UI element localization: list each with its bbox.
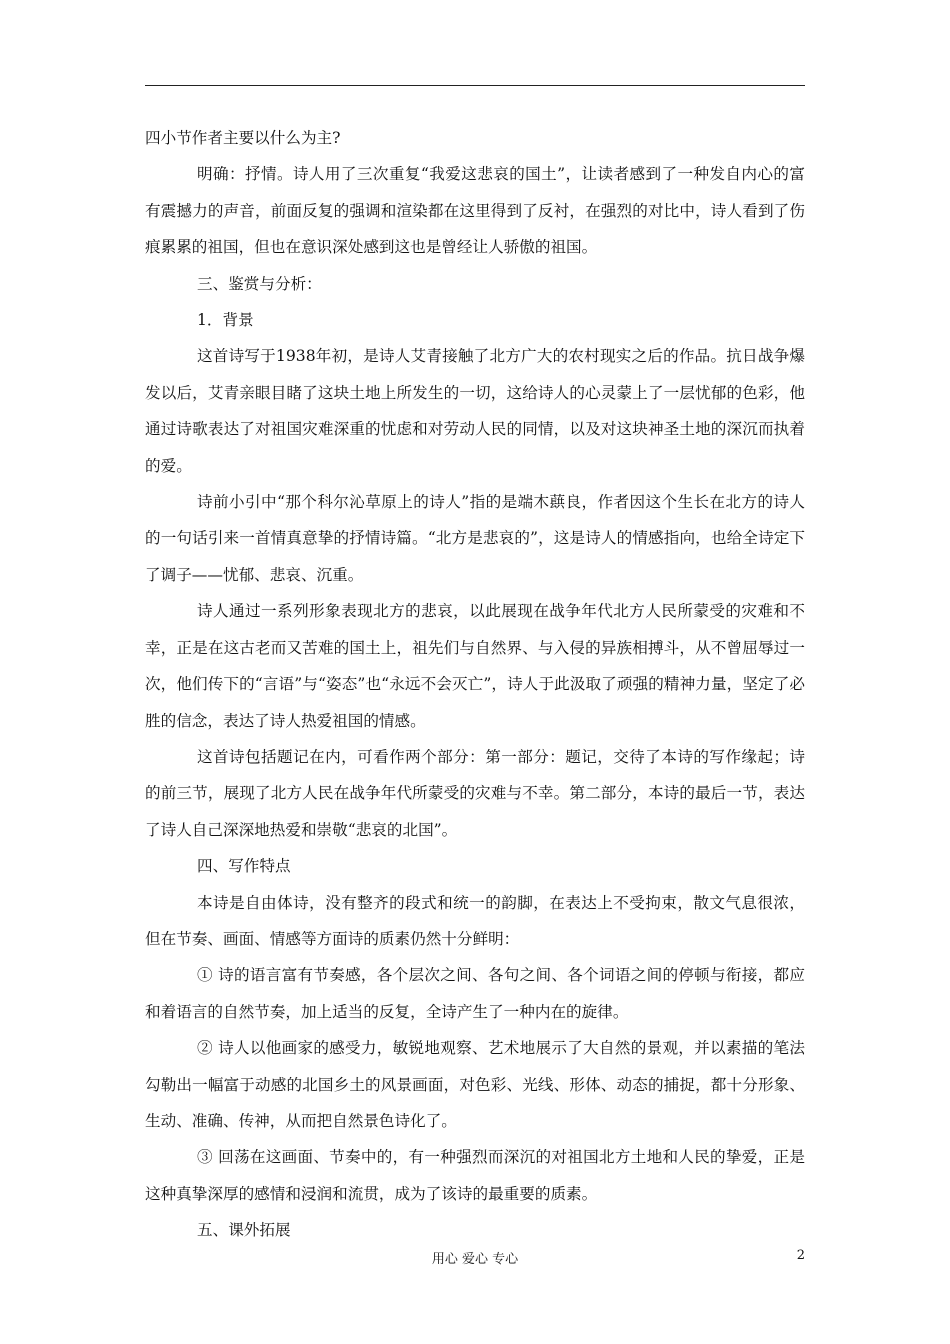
paragraph-point-3: ③ 回荡在这画面、节奏中的，有一种强烈而深沉的对祖国北方土地和人民的挚爱，正是这种真挚深厚的感情和浸润和流贯，成为了该诗的最重要的质素。 <box>145 1148 805 1203</box>
document-body <box>145 120 805 1249</box>
paragraph-preface: 诗前小引中“那个科尔沁草原上的诗人”指的是端木蕻良，作者因这个生长在北方的诗人的一句话引来一首情真意挚的抒情诗篇。“北方是悲哀的”，这是诗人的情感指向，也给全诗定下了调子——忧郁、悲哀、沉重。 <box>145 493 805 584</box>
paragraph-point-1: ① 诗的语言富有节奏感，各个层次之间、各句之间、各个词语之间的停顿与衔接，都应和着语言的自然节奏，加上适当的反复，全诗产生了一种内在的旋律。 <box>145 966 805 1021</box>
paragraph-point-2: ② 诗人以他画家的感受力，敏锐地观察、艺术地展示了大自然的景观，并以素描的笔法勾勒出一幅富于动感的北国乡土的风景画面，对色彩、光线、形体、动态的捕捉，都十分形象、生动、准确、传神，从而把自然景色诗化了。 <box>145 1039 805 1130</box>
page-number: 2 <box>796 1248 805 1263</box>
paragraph-structure: 这首诗包括题记在内，可看作两个部分：第一部分：题记，交待了本诗的写作缘起；诗的前三节，展现了北方人民在战争年代所蒙受的灾难与不幸。第二部分，本诗的最后一节，表达了诗人自己深深地热爱和崇敬“悲哀的北国”。 <box>145 747 805 839</box>
subheading-background: 1．背景 <box>197 311 254 330</box>
section-heading-appreciation: 三、鉴赏与分析： <box>197 274 322 293</box>
paragraph-imagery: 诗人通过一系列形象表现北方的悲哀，以此展现在战争年代北方人民所蒙受的灾难和不幸，正是在这古老而又苦难的国土上，祖先们与自然界、与入侵的异族相搏斗，从不曾屈辱过一次，他们传下的“言语”与“姿态”也“永远不会灭亡”，诗人于此汲取了顽强的精神力量，坚定了必胜的信念，表达了诗人热爱祖国的情感。 <box>145 602 805 730</box>
paragraph-question: 四小节作者主要以什么为主? <box>145 129 341 147</box>
section-heading-features: 四、写作特点 <box>197 857 291 876</box>
header-rule <box>145 85 805 86</box>
footer-slogan: 用心 爱心 专心 <box>431 1252 519 1267</box>
paragraph-answer: 明确：抒情。诗人用了三次重复“我爱这悲哀的国土”，让读者感到了一种发自内心的富有震撼力的声音，前面反复的强调和渲染都在这里得到了反衬，在强烈的对比中，诗人看到了伤痕累累的祖国，但也在意识深处感到这也是曾经让人骄傲的祖国。 <box>145 165 805 257</box>
paragraph-background: 这首诗写于1938年初，是诗人艾青接触了北方广大的农村现实之后的作品。抗日战争爆发以后，艾青亲眼目睹了这块土地上所发生的一切，这给诗人的心灵蒙上了一层忧郁的色彩，他通过诗歌表达了对祖国灾难深重的忧虑和对劳动人民的同情，以及对这块神圣土地的深沉而执着的爱。 <box>145 347 805 475</box>
paragraph-free-verse: 本诗是自由体诗，没有整齐的段式和统一的韵脚，在表达上不受拘束，散文气息很浓，但在节奏、画面、情感等方面诗的质素仍然十分鲜明： <box>145 893 805 948</box>
section-heading-extension: 五、课外拓展 <box>197 1221 291 1240</box>
page-footer <box>0 1248 950 1272</box>
